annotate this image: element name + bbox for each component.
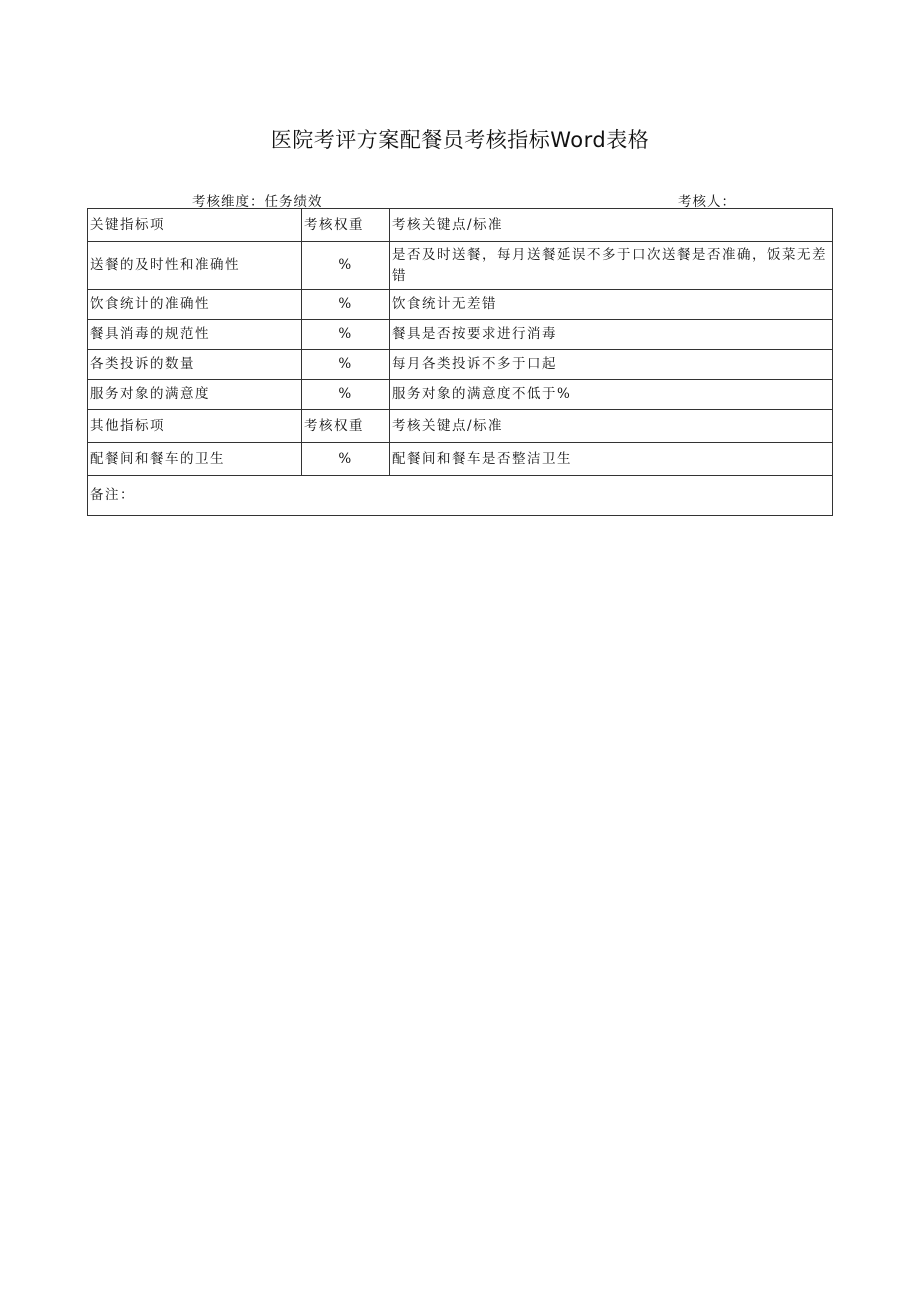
remarks-cell: 备注： (88, 476, 833, 516)
indicator-weight: % (302, 320, 390, 350)
table-row (88, 443, 833, 476)
indicator-item: 各类投诉的数量 (88, 350, 302, 380)
indicator-item: 送餐的及时性和准确性 (88, 242, 302, 290)
other-indicator-header-row (88, 410, 833, 443)
document-title: 医院考评方案配餐员考核指标Word表格 (270, 128, 650, 152)
indicator-standard: 服务对象的满意度不低于% (390, 380, 833, 410)
table-row (88, 350, 833, 380)
indicator-standard: 饮食统计无差错 (390, 290, 833, 320)
indicator-weight: % (302, 242, 390, 290)
table-row (88, 290, 833, 320)
header-standard: 考核关键点/标准 (390, 209, 833, 242)
assessment-dimension: 考核维度：任务绩效 (192, 194, 323, 210)
remarks-row (88, 476, 833, 516)
indicator-item: 服务对象的满意度 (88, 380, 302, 410)
indicator-weight: % (302, 290, 390, 320)
indicator-standard: 配餐间和餐车是否整洁卫生 (390, 443, 833, 476)
header-weight: 考核权重 (302, 410, 390, 443)
indicator-weight: % (302, 443, 390, 476)
key-indicator-header-row (88, 209, 833, 242)
table-row (88, 242, 833, 290)
indicator-item: 饮食统计的准确性 (88, 290, 302, 320)
indicator-weight: % (302, 380, 390, 410)
indicator-item: 餐具消毒的规范性 (88, 320, 302, 350)
assessment-table (87, 208, 833, 516)
header-standard: 考核关键点/标准 (390, 410, 833, 443)
indicator-weight: % (302, 350, 390, 380)
indicator-item: 配餐间和餐车的卫生 (88, 443, 302, 476)
table-row (88, 320, 833, 350)
indicator-standard: 是否及时送餐，每月送餐延误不多于口次送餐是否准确，饭菜无差错 (390, 242, 833, 290)
header-item: 其他指标项 (88, 410, 302, 443)
indicator-standard: 餐具是否按要求进行消毒 (390, 320, 833, 350)
indicator-standard: 每月各类投诉不多于口起 (390, 350, 833, 380)
header-item: 关键指标项 (88, 209, 302, 242)
header-weight: 考核权重 (302, 209, 390, 242)
assessor-label: 考核人： (678, 194, 736, 210)
table-row (88, 380, 833, 410)
